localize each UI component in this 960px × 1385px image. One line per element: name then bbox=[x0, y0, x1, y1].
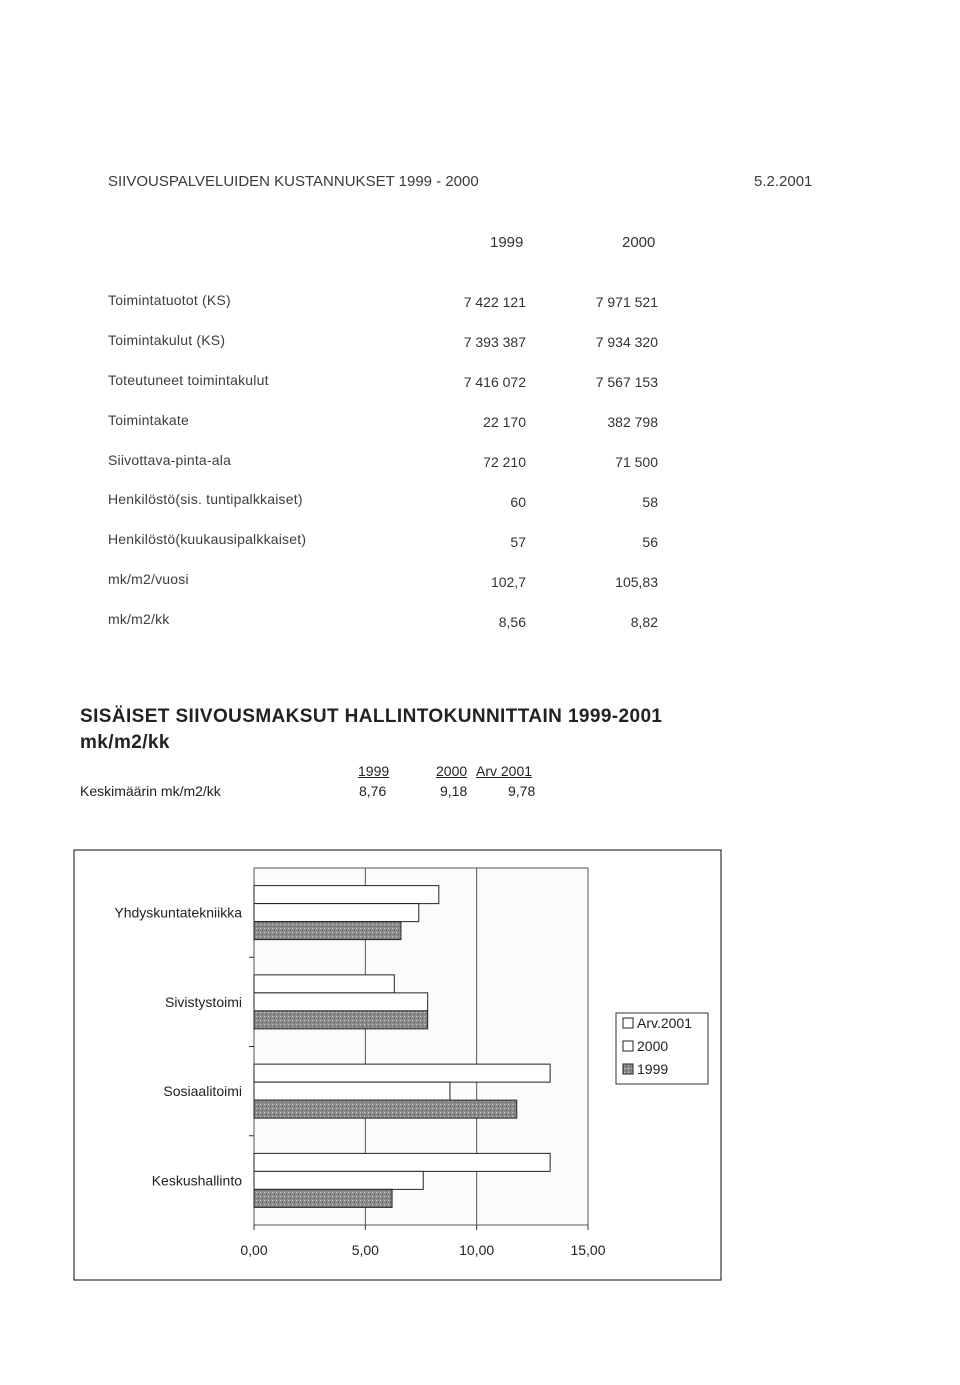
table-row-label: mk/m2/vuosi bbox=[108, 571, 189, 587]
table-cell-1999: 72 210 bbox=[483, 454, 526, 470]
legend-label: 2000 bbox=[637, 1038, 669, 1054]
table-row-label: Henkilöstö(sis. tuntipalkkaiset) bbox=[108, 491, 303, 507]
year-header-2000: 2000 bbox=[622, 234, 656, 251]
table-cell-1999: 7 416 072 bbox=[463, 374, 526, 390]
table-cell-2000: 56 bbox=[642, 534, 658, 550]
table-row-label: Toteutuneet toimintakulut bbox=[108, 372, 269, 388]
year-header-1999: 1999 bbox=[490, 234, 524, 251]
table-cell-1999: 57 bbox=[510, 534, 526, 550]
table-cell-1999: 22 170 bbox=[483, 414, 526, 430]
section-title: SISÄISET SIIVOUSMAKSUT HALLINTOKUNNITTAIN 1999-2001 bbox=[80, 706, 663, 727]
table-row-label: Henkilöstö(kuukausipalkkaiset) bbox=[108, 531, 307, 547]
avg-col-2001: Arv 2001 bbox=[476, 763, 533, 779]
table-cell-2000: 71 500 bbox=[615, 454, 658, 470]
category-label: Yhdyskuntatekniikka bbox=[114, 904, 242, 921]
table-cell-2000: 105,83 bbox=[615, 574, 658, 590]
table-cell-2000: 58 bbox=[642, 494, 658, 510]
x-tick-label: 5,00 bbox=[351, 1242, 379, 1258]
avg-value-2000: 9,18 bbox=[440, 783, 468, 799]
bar-arv-2001 bbox=[254, 886, 439, 904]
bar-1999 bbox=[254, 922, 401, 940]
document-date: 5.2.2001 bbox=[754, 173, 813, 190]
avg-row-label: Keskimäärin mk/m2/kk bbox=[80, 783, 221, 799]
bar-1999 bbox=[254, 1189, 392, 1207]
document-title: SIIVOUSPALVELUIDEN KUSTANNUKSET 1999 - 2000 bbox=[108, 173, 479, 190]
avg-col-2000: 2000 bbox=[436, 763, 468, 779]
table-cell-2000: 8,82 bbox=[630, 614, 658, 630]
table-row-label: Toimintakate bbox=[108, 412, 189, 428]
table-cell-1999: 7 422 121 bbox=[463, 294, 526, 310]
table-cell-1999: 60 bbox=[510, 494, 526, 510]
table-row-label: mk/m2/kk bbox=[108, 611, 170, 627]
table-cell-1999: 102,7 bbox=[490, 574, 526, 590]
avg-value-1999: 8,76 bbox=[359, 783, 387, 799]
bar-arv-2001 bbox=[254, 975, 394, 993]
category-label: Sivistystoimi bbox=[164, 993, 242, 1010]
legend-label: 1999 bbox=[637, 1061, 669, 1077]
legend-swatch bbox=[623, 1064, 633, 1074]
avg-col-1999: 1999 bbox=[358, 763, 390, 779]
table-cell-1999: 7 393 387 bbox=[463, 334, 526, 350]
x-tick-label: 0,00 bbox=[240, 1242, 268, 1258]
bar-2000 bbox=[254, 993, 428, 1011]
legend-swatch bbox=[623, 1041, 633, 1051]
bar-1999 bbox=[254, 1011, 428, 1029]
avg-value-2001: 9,78 bbox=[508, 783, 536, 799]
table-cell-2000: 7 934 320 bbox=[595, 334, 658, 350]
category-label: Sosiaalitoimi bbox=[163, 1083, 242, 1100]
bar-1999 bbox=[254, 1100, 517, 1118]
x-tick-label: 15,00 bbox=[570, 1242, 606, 1258]
table-cell-2000: 7 971 521 bbox=[595, 294, 658, 310]
table-cell-2000: 7 567 153 bbox=[595, 374, 658, 390]
bar-2000 bbox=[254, 904, 419, 922]
table-cell-2000: 382 798 bbox=[607, 414, 658, 430]
table-row-label: Toimintatuotot (KS) bbox=[108, 292, 231, 308]
table-row-label: Siivottava-pinta-ala bbox=[108, 452, 232, 468]
legend-swatch bbox=[623, 1018, 633, 1028]
table-cell-1999: 8,56 bbox=[498, 614, 526, 630]
bar-arv-2001 bbox=[254, 1153, 550, 1171]
legend-label: Arv.2001 bbox=[637, 1015, 692, 1031]
section-subtitle: mk/m2/kk bbox=[80, 732, 170, 753]
table-row-label: Toimintakulut (KS) bbox=[108, 332, 226, 348]
x-tick-label: 10,00 bbox=[459, 1242, 495, 1258]
bar-2000 bbox=[254, 1082, 450, 1100]
bar-arv-2001 bbox=[254, 1064, 550, 1082]
bar-2000 bbox=[254, 1171, 423, 1189]
legend bbox=[616, 1013, 708, 1084]
category-label: Keskushallinto bbox=[151, 1172, 242, 1189]
